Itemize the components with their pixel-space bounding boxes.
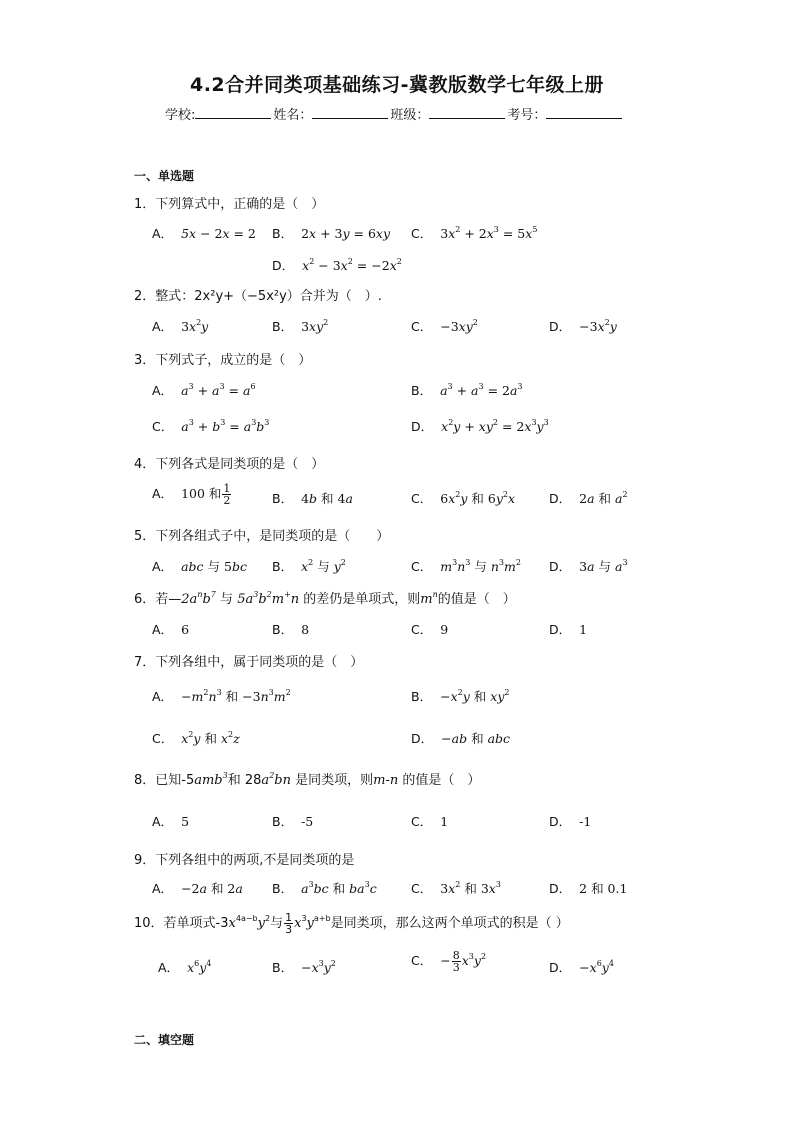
q8-option-d: D． -1	[549, 814, 592, 829]
q4-option-b: B． 4b 和 4a	[272, 491, 353, 506]
q2-option-d: D． $-3x^2y$	[549, 318, 617, 334]
question-1-stem: 1．下列算式中，正确的是（ ）	[134, 197, 325, 212]
q9-option-b: B． $a^3bc$ 和 $ba^3c$	[272, 880, 377, 896]
question-9-stem: 9．下列各组中的两项,不是同类项的是	[134, 853, 355, 868]
q10-option-c: C． − $\frac{8}{3}$ $x^3y^2$	[411, 949, 487, 974]
q4-option-a: A． 100 和 $\frac{1}{2}$	[152, 482, 231, 507]
name-label: 姓名：	[273, 108, 313, 123]
q8-option-b: B． -5	[272, 814, 314, 829]
q5-option-c: C． $m^3n^3$ 与 $n^3m^2$	[411, 558, 521, 574]
q5-option-d: D． 3a 与 $a^3$	[549, 558, 628, 574]
class-label: 班级：	[390, 108, 430, 123]
q1-option-d: D． $x^2 - 3x^2 = -2x^2$	[272, 257, 402, 273]
q7-option-b: B． $-x^2y$ 和 $xy^2$	[411, 688, 510, 704]
section-fill-in: 二、填空题	[134, 1033, 195, 1047]
q2-option-c: C． $-3xy^2$	[411, 318, 478, 334]
q2-option-b: B． $3xy^2$	[272, 318, 329, 334]
q8-option-a: A． 5	[152, 814, 190, 829]
q6-option-d: D． 1	[549, 622, 588, 637]
q9-option-c: C． $3x^2$ 和 $3x^3$	[411, 880, 501, 896]
question-8-stem: 8．已知-5amb$^3$和 $28a^2bn$ 是同类项，则m-n 的值是（ ）	[134, 771, 481, 788]
q8-option-c: C． 1	[411, 814, 449, 829]
q7-option-c: C． $x^2y$ 和 $x^2z$	[152, 730, 240, 746]
q4-option-c: C． $6x^2y$ 和 $6y^2x$	[411, 490, 516, 506]
number-blank[interactable]	[546, 104, 622, 119]
question-3-stem: 3．下列式子，成立的是（ ）	[134, 353, 312, 368]
q3-option-a: A． $a^3 + a^3 = a^6$	[152, 382, 256, 398]
class-blank[interactable]	[429, 104, 505, 119]
student-info-line	[165, 104, 624, 123]
question-6-stem: 6．若$—2a^nb^7$ 与 $5a^3b^2m^+n$ 的差仍是单项式，则$m^n$的值是（ ）	[134, 590, 516, 607]
q3-option-d: D． $x^2y + xy^2 = 2x^3y^3$	[411, 418, 549, 434]
name-blank[interactable]	[312, 104, 388, 119]
question-10-stem: 10．若单项式$-3x^{4a-b}y^2$与 $\frac{1}{3}$ $x^3y^{a+b}$是同类项，那么这两个单项式的积是（ ）	[134, 911, 569, 936]
q2-option-a: A． $3x^2y$	[152, 318, 209, 334]
question-7-stem: 7．下列各组中，属于同类项的是（ ）	[134, 655, 364, 670]
q7-option-a: A． $-m^2n^3$ 和 $-3n^3m^2$	[152, 688, 291, 704]
q1-option-a: A． 5x − 2x = 2	[152, 226, 256, 241]
q7-option-d: D． −ab 和 abc	[411, 731, 511, 746]
school-blank[interactable]	[195, 104, 271, 119]
q9-option-a: A． −2a 和 2a	[152, 881, 243, 896]
q10-option-d: D． $-x^6y^4$	[549, 959, 614, 975]
q6-option-c: C． 9	[411, 622, 449, 637]
q10-option-a: A． $x^6y^4$	[158, 959, 212, 975]
q4-option-d: D． 2a 和 $a^2$	[549, 490, 628, 506]
q1-option-b: B． 2x + 3y = 6xy	[272, 226, 391, 241]
q10-option-b: B． $-x^3y^2$	[272, 959, 336, 975]
q6-option-a: A． 6	[152, 622, 190, 637]
q5-option-b: B． $x^2$ 与 $y^2$	[272, 558, 346, 574]
q5-option-a: A． abc 与 5bc	[152, 559, 247, 574]
number-label: 考号：	[507, 108, 547, 123]
page-title: 4.2合并同类项基础练习-冀教版数学七年级上册	[189, 74, 605, 96]
q3-option-c: C． $a^3 + b^3 = a^3b^3$	[152, 418, 270, 434]
school-label: 学校:	[165, 108, 196, 123]
section-single-choice: 一、单选题	[134, 169, 195, 183]
q1-option-c: C． $3x^2 + 2x^3 = 5x^5$	[411, 225, 538, 241]
q3-option-b: B． $a^3 + a^3 = 2a^3$	[411, 382, 523, 398]
question-2-stem: 2．整式：2x²y+（−5x²y）合并为（ ）.	[134, 289, 382, 304]
question-4-stem: 4．下列各式是同类项的是（ ）	[134, 457, 325, 472]
q6-option-b: B． 8	[272, 622, 310, 637]
question-5-stem: 5．下列各组式子中，是同类项的是（ ）	[134, 529, 390, 544]
q9-option-d: D． 2 和 0.1	[549, 881, 628, 896]
